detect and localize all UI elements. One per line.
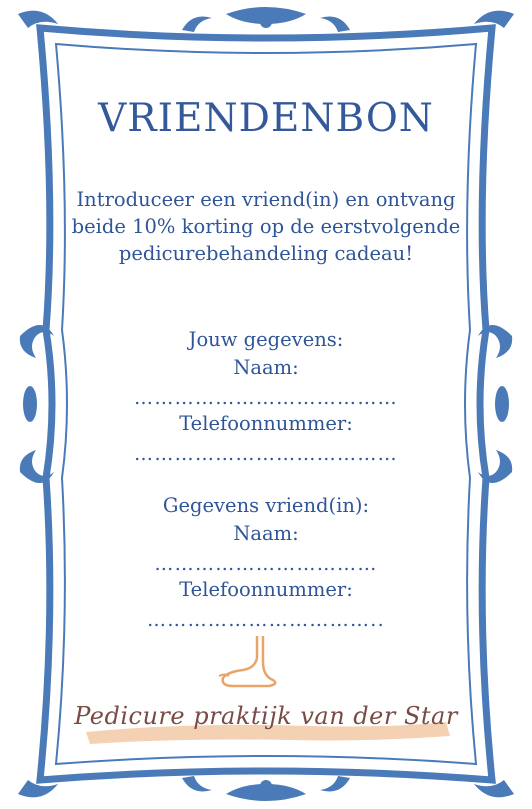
friend-details-heading: Gegevens vriend(in): (162, 494, 370, 517)
friend-name-label: Naam: (233, 522, 299, 545)
brand-name: Pedicure praktijk van der Star (74, 702, 458, 730)
friend-phone-dotted-line: …………………………….. (147, 609, 385, 631)
your-phone-label: Telefoonnummer: (179, 412, 353, 435)
voucher-title: VRIENDENBON (98, 96, 434, 141)
your-name-label: Naam: (233, 356, 299, 379)
intro-text: Introduceer een vriend(in) en ontvang beide 10% korting op de eerstvolgende pedicurebehandeling cadeau! (71, 188, 461, 265)
friend-name-dotted-line: …………………………… (154, 553, 378, 575)
your-details-heading: Jouw gegevens: (188, 328, 344, 351)
foot-icon (213, 632, 289, 688)
your-name-dotted-line: ………………………………… (134, 387, 398, 409)
brand-logo (70, 692, 462, 748)
your-phone-dotted-line: ………………………………… (134, 443, 398, 465)
friend-phone-label: Telefoonnummer: (179, 578, 353, 601)
